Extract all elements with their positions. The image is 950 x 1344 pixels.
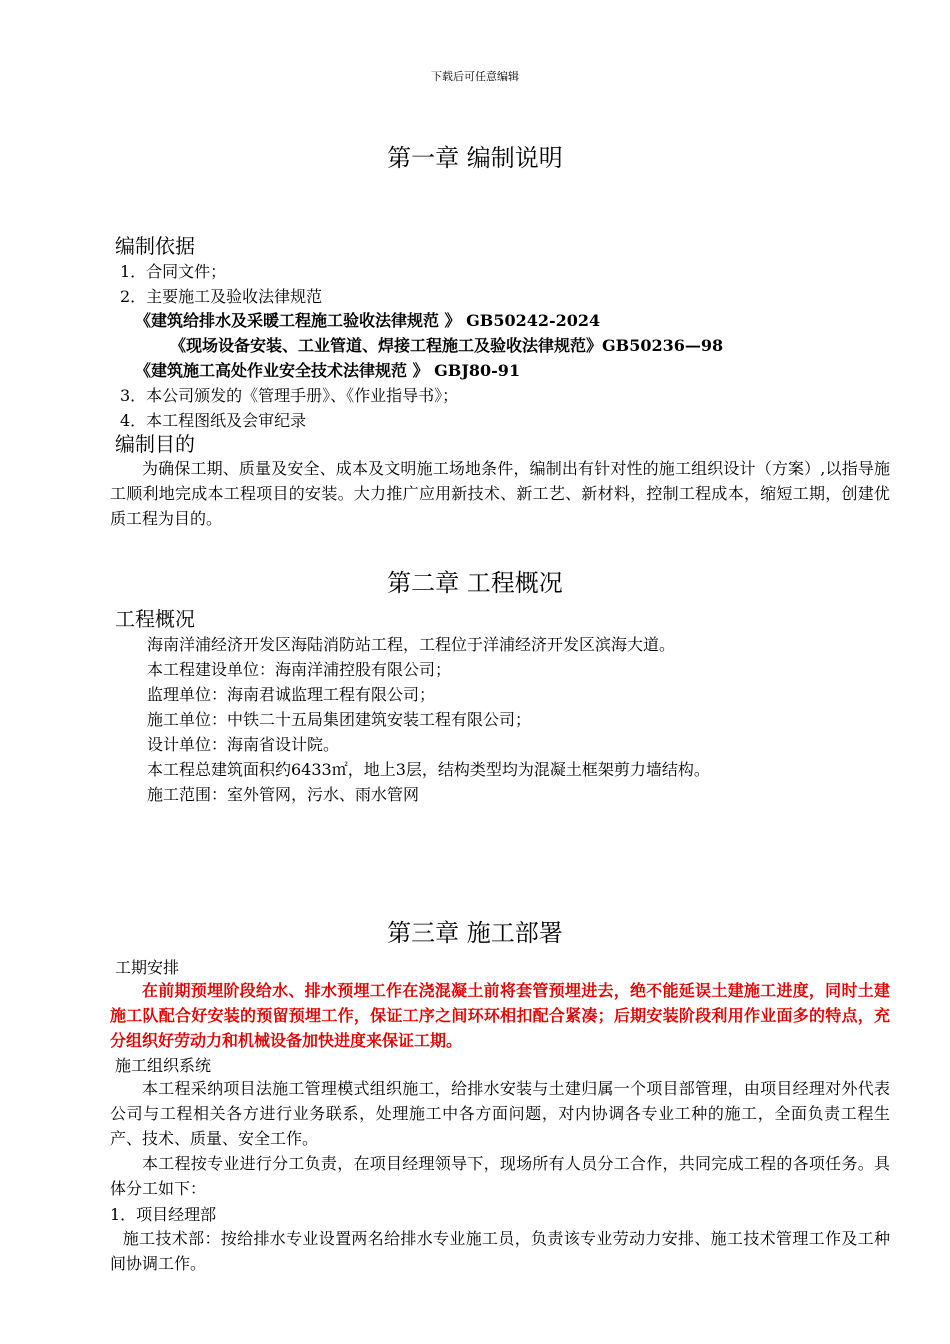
overview-line-4: 施工单位：中铁二十五局集团建筑安装工程有限公司； — [147, 710, 532, 729]
header-note: 下载后可任意编辑 — [431, 70, 519, 83]
overview-line-1: 海南洋浦经济开发区海陆消防站工程，工程位于洋浦经济开发区滨海大道。 — [147, 635, 676, 654]
purpose-text: 为确保工期、质量及安全、成本及文明施工场地条件，编制出有针对性的施工组织设计（方案）,以指导施工顺利地完成本工程项目的安装。大力推广应用新技术、新工艺、新材料，控制工程成本，缩短工期，创建优质工程为目的。 — [110, 459, 890, 528]
basis-item-1: 1．合同文件； — [120, 262, 227, 281]
tech-paragraph — [110, 1226, 890, 1276]
purpose-heading: 编制目的 — [115, 432, 195, 456]
overview-line-7: 施工范围：室外管网，污水、雨水管网 — [147, 785, 420, 804]
basis-standard-3: 《建筑施工高处作业安全技术法律规范 》 GBJ80-91 — [135, 361, 521, 380]
org-paragraph-1 — [110, 1076, 890, 1151]
org-paragraph-2 — [110, 1151, 890, 1201]
basis-item-3: 3．本公司颁发的《管理手册》、《作业指导书》； — [120, 386, 459, 405]
schedule-heading: 工期安排 — [115, 958, 180, 977]
basis-item-2: 2．主要施工及验收法律规范 — [120, 287, 323, 306]
org-text-1: 本工程采纳项目法施工管理模式组织施工，给排水安装与土建归属一个项目部管理，由项目经理对外代表公司与工程相关各方进行业务联系，处理施工中各方面问题，对内协调各专业工种的施工，全面负责工程生产、技术、质量、安全工作。 — [110, 1079, 890, 1148]
overview-heading: 工程概况 — [115, 607, 195, 631]
org-text-2: 本工程按专业进行分工负责，在项目经理领导下，现场所有人员分工合作，共同完成工程的各项任务。具体分工如下： — [110, 1154, 890, 1198]
overview-line-5: 设计单位：海南省设计院。 — [147, 735, 340, 754]
tech-text: 施工技术部：按给排水专业设置两名给排水专业施工员，负责该专业劳动力安排、施工技术管理工作及工种间协调工作。 — [110, 1229, 890, 1273]
schedule-text: 在前期预埋阶段给水、排水预埋工作在浇混凝土前将套管预埋进去，绝不能延误土建施工进度，同时土建施工队配合好安装的预留预埋工作，保证工序之间环环相扣配合紧凑；后期安装阶段利用作业面多的特点，充分组织好劳动力和机械设备加快进度来保证工期。 — [110, 981, 890, 1050]
overview-line-6: 本工程总建筑面积约6433㎡，地上3层，结构类型均为混凝土框架剪力墙结构。 — [147, 760, 710, 779]
overview-line-3: 监理单位：海南君诚监理工程有限公司； — [147, 685, 436, 704]
org-heading: 施工组织系统 — [115, 1056, 212, 1075]
overview-line-2: 本工程建设单位：海南洋浦控股有限公司； — [147, 660, 452, 679]
chapter3-title: 第三章 施工部署 — [387, 919, 563, 947]
chapter1-title: 第一章 编制说明 — [387, 144, 563, 172]
basis-item-4: 4．本工程图纸及会审纪录 — [120, 411, 307, 430]
basis-standard-1: 《建筑给排水及采暖工程施工验收法律规范 》 GB50242-2024 — [135, 311, 601, 330]
schedule-paragraph — [110, 978, 890, 1053]
basis-heading: 编制依据 — [115, 234, 195, 258]
purpose-paragraph — [110, 456, 890, 531]
basis-standard-2: 《现场设备安装、工业管道、焊接工程施工及验收法律规范》GB50236—98 — [170, 336, 724, 355]
pm-heading: 1．项目经理部 — [110, 1205, 217, 1224]
chapter2-title: 第二章 工程概况 — [387, 569, 563, 597]
